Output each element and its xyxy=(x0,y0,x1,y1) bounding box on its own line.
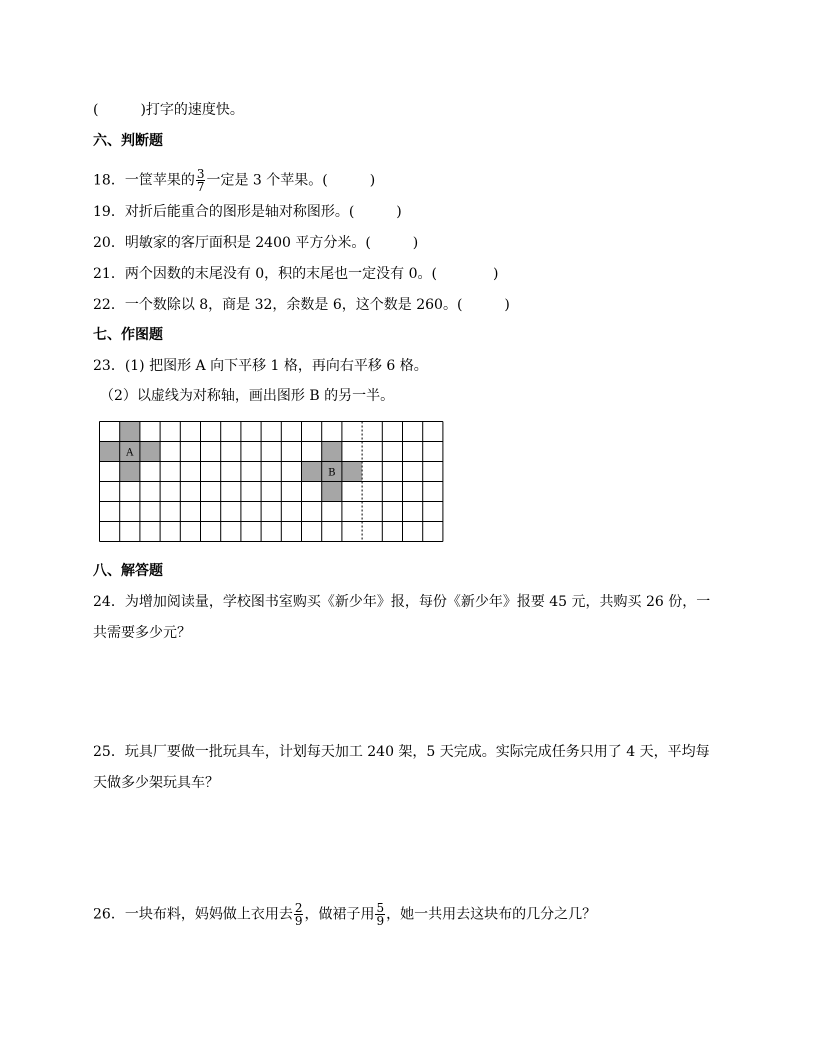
shape-a-label: A xyxy=(126,447,134,459)
question-26-text-before: 26．一块布料，妈妈做上衣用去 xyxy=(93,906,293,923)
section-8-heading: 八、解答题 xyxy=(93,563,163,579)
shape-b-cell xyxy=(322,482,342,502)
drawing-grid xyxy=(99,421,445,545)
section-7-heading: 七、作图题 xyxy=(93,327,163,343)
fraction-numerator: 2 xyxy=(294,901,303,915)
question-19: 19．对折后能重合的图形是轴对称图形。( ) xyxy=(93,204,402,220)
shape-b-cell xyxy=(302,462,322,482)
question-25-line-1: 25．玩具厂要做一批玩具车，计划每天加工 240 架，5 天完成。实际完成任务只用了 4 天，平均每 xyxy=(93,744,710,760)
question-23-part-2: （2）以虚线为对称轴，画出图形 B 的另一半。 xyxy=(100,388,395,404)
shape-a-cell xyxy=(120,422,140,442)
question-20: 20．明敏家的客厅面积是 2400 平方分米。( ) xyxy=(93,235,419,251)
shape-a-cell xyxy=(120,462,140,482)
shape-b-label: B xyxy=(328,467,336,479)
fraction-3-7 xyxy=(196,168,206,193)
question-18-text-after: 一定是 3 个苹果。( ) xyxy=(206,172,376,189)
shape-a-cell xyxy=(140,442,160,462)
fraction-denominator: 9 xyxy=(294,914,303,928)
fraction-denominator: 7 xyxy=(196,180,205,194)
fraction-denominator: 9 xyxy=(376,914,385,928)
question-21: 21．两个因数的末尾没有 0，积的末尾也一定没有 0。( ) xyxy=(93,266,499,282)
question-23-part-1: 23．(1) 把图形 A 向下平移 1 格，再向右平移 6 格。 xyxy=(93,358,428,374)
question-26-text-after: ，她一共用去这块布的几分之几？ xyxy=(386,906,597,923)
question-18-text-before: 18．一筐苹果的 xyxy=(93,172,195,189)
fraction-numerator: 5 xyxy=(376,901,385,915)
fraction-2-9 xyxy=(294,902,304,927)
question-24-line-1: 24．为增加阅读量，学校图书室购买《新少年》报，每份《新少年》报要 45 元，共购买 26 份，一 xyxy=(93,594,711,610)
question-25-line-2: 天做多少架玩具车？ xyxy=(93,775,219,791)
fraction-numerator: 3 xyxy=(196,167,205,181)
question-22: 22．一个数除以 8，商是 32，余数是 6，这个数是 260。( ) xyxy=(93,297,510,313)
question-26-text-middle: ，做裙子用 xyxy=(304,906,375,923)
fraction-5-9 xyxy=(375,902,385,927)
question-24-line-2: 共需要多少元？ xyxy=(93,625,191,641)
question-18 xyxy=(93,168,375,193)
shape-a-cell xyxy=(100,442,120,462)
question-26 xyxy=(93,902,596,927)
grid-lines xyxy=(100,422,443,542)
question-17-tail: ( )打字的速度快。 xyxy=(93,102,244,118)
shape-b-cell xyxy=(342,462,362,482)
shape-b-cell xyxy=(322,442,342,462)
section-6-heading: 六、判断题 xyxy=(93,133,163,149)
